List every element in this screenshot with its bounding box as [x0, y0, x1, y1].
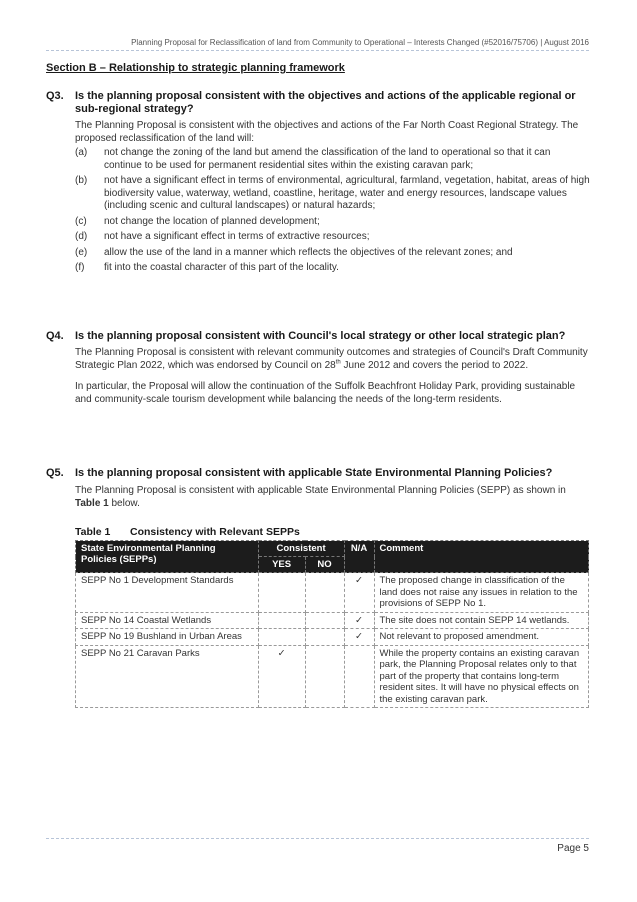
q3-list	[75, 147, 590, 275]
cell-policy: SEPP No 19 Bushland in Urban Areas	[76, 629, 259, 646]
cell-na: ✓	[344, 629, 374, 646]
q4-text: The Planning Proposal is consistent with relevant community outcomes and strategies of Council's Draft Community Strategic Plan 2022, which was endorsed by Council on 28	[75, 347, 588, 371]
list-label: (f)	[75, 262, 85, 273]
cell-na: ✓	[344, 612, 374, 629]
q4-paragraph-2: In particular, the Proposal will allow the continuation of the Suffolk Beachfront Holiday Park, providing sustainable and community-scale tourism development while balancing the needs of the long-term residents.	[75, 381, 576, 405]
page-number: Page 5	[557, 843, 589, 854]
header-yes: YES	[258, 557, 305, 573]
header-divider	[46, 50, 589, 51]
cell-na	[344, 645, 374, 708]
q4-superscript: th	[335, 359, 341, 366]
cell-yes	[258, 612, 305, 629]
question-q3	[46, 90, 590, 278]
cell-no	[305, 612, 344, 629]
q5-paragraph	[75, 485, 590, 510]
table-title: Consistency with Relevant SEPPs	[130, 526, 300, 538]
footer-divider	[46, 838, 589, 839]
table-header-row	[76, 541, 589, 557]
q3-number: Q3.	[46, 90, 64, 102]
table-row	[76, 645, 589, 708]
header-no: NO	[305, 557, 344, 573]
cell-comment: The site does not contain SEPP 14 wetlands.	[374, 612, 589, 629]
list-item	[75, 216, 590, 229]
q4-question: Is the planning proposal consistent with Council's local strategy or other local strategic plan?	[75, 330, 566, 342]
header-consistent: Consistent	[258, 541, 344, 557]
cell-yes: ✓	[258, 645, 305, 708]
list-label: (a)	[75, 147, 88, 158]
list-label: (b)	[75, 175, 88, 186]
list-text: not change the zoning of the land but amend the classification of the land to operational so that it can continue to be used for permanent residential sites within the existing caravan park;	[104, 147, 551, 171]
q5-question: Is the planning proposal consistent with applicable State Environmental Planning Policies?	[75, 467, 553, 479]
cell-comment: The proposed change in classification of the land does not raise any issues in relation to the provisions of SEPP No 1.	[374, 573, 589, 613]
list-text: not have a significant effect in terms of environmental, agricultural, farmland, vegetation, habitat, areas of high biodiversity value, waterway, wetland, coastline, heritage, water and energy resources, landscape values (including scenic and cultural landscapes) or natural hazards;	[104, 175, 590, 211]
q4-text: June 2012 and covers the period to 2022.	[340, 359, 529, 371]
q5-text: below.	[108, 497, 140, 509]
cell-yes	[258, 629, 305, 646]
cell-yes	[258, 573, 305, 613]
list-label: (e)	[75, 246, 88, 258]
question-q4	[46, 330, 590, 415]
table-row	[76, 629, 589, 646]
list-item	[75, 175, 590, 213]
table-caption	[75, 526, 300, 538]
cell-no	[305, 645, 344, 708]
list-text: not have a significant effect in terms of extractive resources;	[104, 231, 370, 242]
table-label: Table 1	[75, 526, 111, 538]
cell-comment: While the property contains an existing caravan park, the Planning Proposal relates only to that part of the property that contains long-term resident sites. It will have no physical effects on the existing caravan park.	[374, 645, 589, 708]
q3-question: Is the planning proposal consistent with the objectives and actions of the applicable regional or sub-regional strategy?	[75, 90, 576, 115]
cell-comment: Not relevant to proposed amendment.	[374, 629, 589, 646]
list-label: (c)	[75, 215, 87, 227]
q5-number: Q5.	[46, 467, 64, 479]
header-policy: State Environmental Planning Policies (SEPPs)	[76, 541, 259, 573]
list-item	[75, 147, 590, 172]
list-item	[75, 262, 590, 275]
sepp-table	[75, 540, 589, 708]
cell-policy: SEPP No 21 Caravan Parks	[76, 645, 259, 708]
cell-no	[305, 573, 344, 613]
table-row	[76, 573, 589, 613]
q3-intro: The Planning Proposal is consistent with the objectives and actions of the Far North Coast Regional Strategy. The proposed reclassification of the land will:	[75, 120, 579, 144]
question-q5	[46, 467, 590, 519]
header-na: N/A	[344, 541, 374, 573]
cell-policy: SEPP No 14 Coastal Wetlands	[76, 612, 259, 629]
section-heading: Section B – Relationship to strategic planning framework	[46, 62, 345, 74]
table-reference: Table 1	[75, 497, 109, 509]
cell-no	[305, 629, 344, 646]
list-label: (d)	[75, 231, 88, 242]
table-row	[76, 612, 589, 629]
q4-paragraph-1	[75, 347, 590, 372]
list-text: fit into the coastal character of this part of the locality.	[104, 262, 339, 273]
cell-na: ✓	[344, 573, 374, 613]
list-item	[75, 231, 590, 244]
running-header: Planning Proposal for Reclassification of land from Community to Operational – Interests Changed (#52016/75706) | August 2016	[131, 38, 589, 47]
q4-number: Q4.	[46, 330, 64, 342]
q5-text: The Planning Proposal is consistent with applicable State Environmental Planning Policies (SEPP) as shown in	[75, 485, 566, 496]
header-comment: Comment	[374, 541, 589, 573]
list-item	[75, 247, 590, 260]
list-text: allow the use of the land in a manner which reflects the objectives of the relevant zones; and	[104, 246, 513, 258]
cell-policy: SEPP No 1 Development Standards	[76, 573, 259, 613]
list-text: not change the location of planned development;	[104, 215, 320, 227]
